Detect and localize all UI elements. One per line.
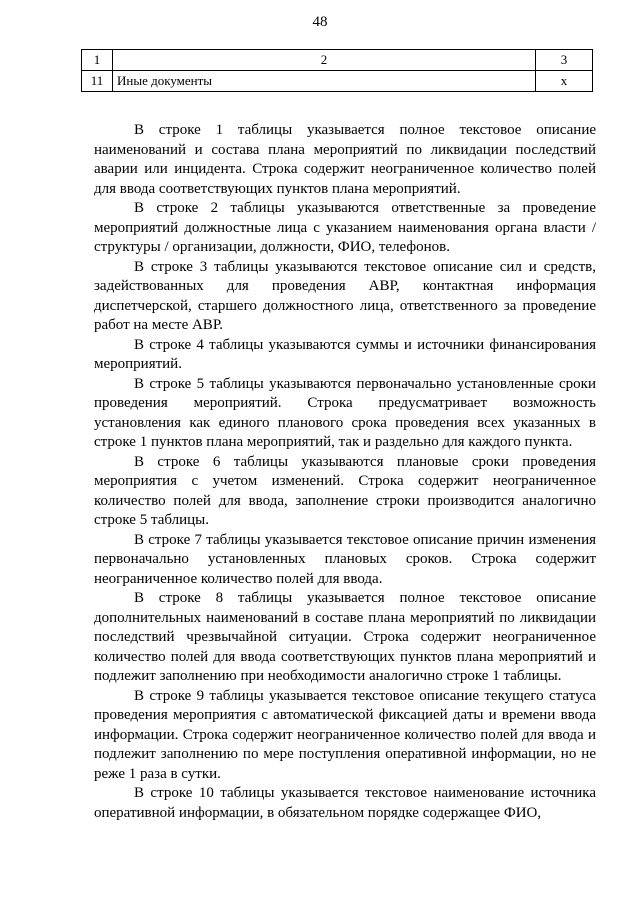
table-cell: 11: [82, 71, 113, 92]
paragraph: В строке 6 таблицы указываются плановые сроки проведения мероприятия с учетом изменений. Строка содержит неограниченное количество полей для ввода, заполнение строки производится аналогично строке 5 таблицы.: [94, 453, 596, 528]
paragraph: В строке 8 таблицы указывается полное текстовое описание дополнительных наименований в составе плана мероприятий по ликвидации последствий чрезвычайной ситуации. Строка содержит неограниченное количество полей для ввода соответствующих пунктов плана мероприятий и подлежит заполнению при необходимости аналогично строке 1 таблицы.: [94, 590, 596, 684]
table-header-cell: 2: [113, 50, 536, 71]
table-cell: Иные документы: [113, 71, 536, 92]
table-header-row: [82, 50, 593, 71]
page-number: 48: [312, 14, 328, 30]
paragraph: В строке 9 таблицы указывается текстовое описание текущего статуса проведения мероприятия с автоматической фиксацией даты и времени ввода информации. Строка содержит неограниченное количество полей для ввода и подлежит заполнению по мере поступления оперативной информации, но не реже 1 раза в сутки.: [94, 687, 596, 782]
table-header-cell: 1: [82, 50, 113, 71]
table-header-cell: 3: [536, 50, 593, 71]
document-body: [94, 121, 596, 823]
paragraph: В строке 4 таблицы указываются суммы и источники финансирования мероприятий.: [94, 336, 596, 372]
paragraph: В строке 2 таблицы указываются ответственные за проведение мероприятий должностные лица с указанием наименования органа власти / структуры / организации, должности, ФИО, телефонов.: [94, 200, 596, 255]
paragraph: В строке 10 таблицы указывается текстовое наименование источника оперативной информации, в обязательном порядке содержащее ФИО,: [94, 785, 596, 821]
table-row: [82, 71, 593, 92]
data-table: [81, 49, 593, 92]
paragraph: В строке 3 таблицы указываются текстовое описание сил и средств, задействованных для проведения АВР, контактная информация диспетчерской, старшего должностного лица, ответственного за проведение работ на месте АВР.: [94, 258, 596, 333]
paragraph: В строке 5 таблицы указываются первоначально установленные сроки проведения мероприятий. Строка предусматривает возможность установления как единого планового срока проведения всех указанных в строке 1 пунктов плана мероприятий, так и раздельно для каждого пункта.: [94, 375, 596, 450]
paragraph: В строке 1 таблицы указывается полное текстовое описание наименований и состава плана мероприятий по ликвидации последствий аварии или инцидента. Строка содержит неограниченное количество полей для ввода соответствующих пунктов плана мероприятий.: [94, 122, 596, 197]
paragraph: В строке 7 таблицы указывается текстовое описание причин изменения первоначально установленных плановых сроков. Строка содержит неограниченное количество полей для ввода.: [94, 531, 596, 587]
table-cell: x: [536, 71, 593, 92]
